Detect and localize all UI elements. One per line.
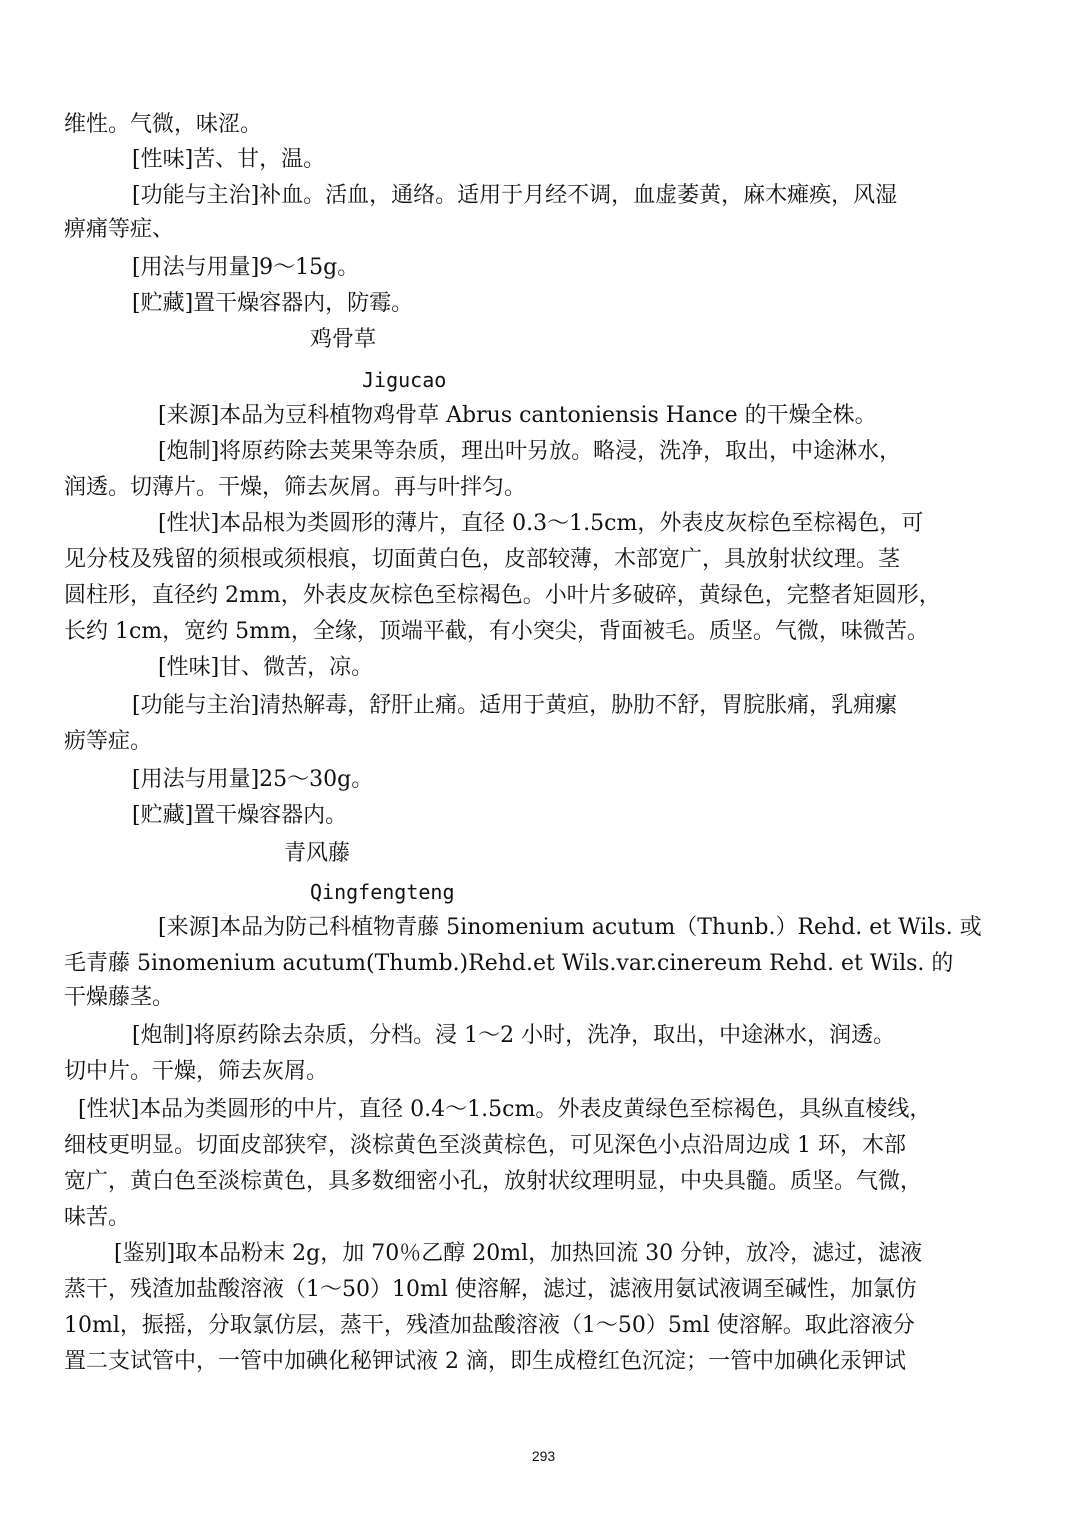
text-line: [性味]甘、微苦，凉。 bbox=[158, 655, 374, 680]
text-line: 宽广，黄白色至淡棕黄色，具多数细密小孔，放射状纹理明显，中央具髓。质坚。气微， bbox=[64, 1169, 923, 1194]
text-line: [性状]本品根为类圆形的薄片，直径 0.3～1.5cm，外表皮灰棕色至棕褐色，可 bbox=[158, 511, 924, 536]
text-line: [来源]本品为防己科植物青藤 5inomenium acutum（Thunb.）Rehd. et Wils. 或 bbox=[158, 915, 982, 940]
text-line: [鉴别]取本品粉末 2g，加 70％乙醇 20ml，加热回流 30 分钟，放冷，滤过，滤液 bbox=[114, 1241, 923, 1266]
text-line: 润透。切薄片。干燥，筛去灰屑。再与叶拌匀。 bbox=[64, 475, 527, 500]
text-line: [性味]苦、甘，温。 bbox=[132, 147, 326, 172]
text-line: 痹痛等症、 bbox=[64, 217, 175, 242]
text-line: 维性。气微，味涩。 bbox=[64, 112, 263, 137]
text-line: [用法与用量]9～15g。 bbox=[132, 255, 360, 280]
text-line: [贮藏]置干燥容器内，防霉。 bbox=[132, 291, 414, 316]
text-line: [贮藏]置干燥容器内。 bbox=[132, 803, 348, 828]
text-line: [炮制]将原药除去杂质，分档。浸 1～2 小时，洗净，取出，中途淋水，润透。 bbox=[132, 1023, 896, 1048]
text-line: [来源]本品为豆科植物鸡骨草 Abrus cantoniensis Hance 的干燥全株。 bbox=[158, 403, 877, 428]
text-line: [功能与主治]清热解毒，舒肝止痛。适用于黄疸，胁肋不舒，胃脘胀痛，乳痈瘰 bbox=[132, 693, 898, 718]
text-line: [功能与主治]补血。活血，通络。适用于月经不调，血虚萎黄，麻木瘫痪，风湿 bbox=[132, 183, 898, 208]
text-line: 毛青藤 5inomenium acutum(Thumb.)Rehd.et Wils.var.cinereum Rehd. et Wils. 的 bbox=[64, 951, 954, 976]
text-line: 蒸干，残渣加盐酸溶液（1～50）10ml 使溶解，滤过，滤液用氨试液调至碱性，加氯仿 bbox=[64, 1277, 917, 1302]
text-line: 味苦。 bbox=[64, 1205, 131, 1230]
page-number: 293 bbox=[531, 1448, 556, 1464]
text-line: 置二支试管中，一管中加碘化秘钾试液 2 滴，即生成橙红色沉淀；一管中加碘化汞钾试 bbox=[64, 1349, 906, 1374]
text-line: 长约 1cm，宽约 5mm，全缘，顶端平截，有小突尖，背面被毛。质坚。气微，味微苦。 bbox=[64, 619, 929, 644]
herb-pinyin: Jigucao bbox=[362, 368, 447, 392]
text-line: 疬等症。 bbox=[64, 729, 153, 754]
text-line: 干燥藤茎。 bbox=[64, 985, 175, 1010]
text-line: [炮制]将原药除去荚果等杂质，理出叶另放。略浸，洗净，取出，中途淋水， bbox=[158, 439, 902, 464]
text-line: 圆柱形，直径约 2mm，外表皮灰棕色至棕褐色。小叶片多破碎，黄绿色，完整者矩圆形， bbox=[64, 583, 941, 608]
text-line: 切中片。干燥，筛去灰屑。 bbox=[64, 1059, 329, 1084]
text-line: [性状]本品为类圆形的中片，直径 0.4～1.5cm。外表皮黄绿色至棕褐色，具纵直棱线， bbox=[78, 1097, 932, 1122]
text-line: 见分枝及残留的须根或须根痕，切面黄白色，皮部较薄，木部宽广，具放射状纹理。茎 bbox=[64, 547, 901, 572]
text-line: [用法与用量]25～30g。 bbox=[132, 767, 374, 792]
text-line: 10ml，振摇，分取氯仿层，蒸干，残渣加盐酸溶液（1～50）5ml 使溶解。取此溶液分 bbox=[64, 1313, 915, 1338]
herb-pinyin: Qingfengteng bbox=[310, 880, 455, 904]
text-line: 细枝更明显。切面皮部狭窄，淡棕黄色至淡黄棕色，可见深色小点沿周边成 1 环，木部 bbox=[64, 1133, 906, 1158]
herb-title: 鸡骨草 bbox=[310, 327, 377, 352]
herb-title: 青风藤 bbox=[284, 841, 351, 866]
